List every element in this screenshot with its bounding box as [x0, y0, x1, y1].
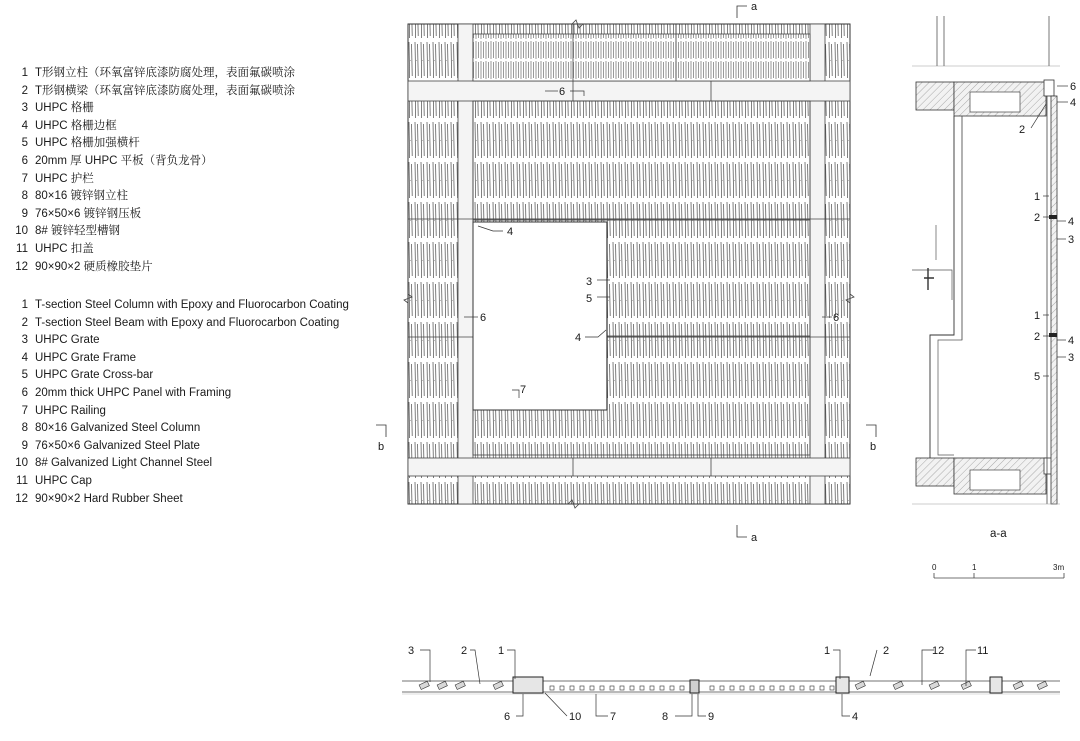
legend-en-item-number: 10	[15, 457, 28, 470]
scale-bar	[932, 563, 1064, 578]
plan-callout-p12: 12	[932, 645, 945, 657]
plan-bar	[570, 686, 574, 690]
plan-callout-p2b: 2	[883, 645, 890, 657]
legend-cn-item-text: 20mm 厚 UHPC 平板（背负龙骨）	[35, 154, 213, 167]
plan-bar	[650, 686, 654, 690]
plan-bar	[640, 686, 644, 690]
plan-callout-p9: 9	[708, 711, 715, 723]
legend-en-item-text: T-section Steel Beam with Epoxy and Fluorocarbon Coating	[35, 316, 340, 329]
plan-bar	[680, 686, 684, 690]
legend-cn-item-text: 76×50×6 镀锌钢压板	[35, 207, 142, 220]
plan-grate-blade	[493, 681, 503, 689]
legend-cn-item-number: 10	[15, 225, 28, 238]
legend-cn-item-text: 80×16 镀锌钢立柱	[35, 190, 128, 203]
plan-grate-blade	[855, 681, 865, 689]
callout-4-opening: 4	[507, 226, 514, 238]
legend-cn-item-text: UHPC 格栅	[35, 102, 94, 115]
plan-bar	[830, 686, 834, 690]
plan-bar	[710, 686, 714, 690]
section-callout-1-b: 1	[1034, 310, 1041, 322]
legend-en-item-number: 8	[21, 422, 28, 435]
plan-bar	[550, 686, 554, 690]
plan-bar	[740, 686, 744, 690]
legend-en-item-text: 80×16 Galvanized Steel Column	[35, 422, 201, 435]
legend-en-item-text: 90×90×2 Hard Rubber Sheet	[35, 492, 183, 505]
plan-bar	[610, 686, 614, 690]
plan-grate-blade	[437, 681, 447, 689]
plan-callout-p3: 3	[408, 645, 415, 657]
section-callout-2-top: 2	[1019, 124, 1026, 136]
scale-tick-0: 0	[932, 563, 937, 572]
plan-bar	[820, 686, 824, 690]
plan-callout-p2: 2	[461, 645, 468, 657]
legend-en-item-number: 4	[21, 351, 28, 364]
section-view	[912, 16, 1060, 504]
plan-bar	[790, 686, 794, 690]
plan-bar	[620, 686, 624, 690]
legend-cn-item-number: 7	[21, 172, 28, 185]
section-callout-2-b: 2	[1034, 331, 1041, 343]
plan-bar	[730, 686, 734, 690]
legend-en-item-number: 1	[21, 299, 28, 311]
legend-en-item-text: UHPC Grate	[35, 334, 100, 347]
callout-7: 7	[520, 384, 527, 396]
callout-6-right: 6	[833, 312, 840, 324]
elevation-view	[404, 20, 854, 508]
plan-bar	[720, 686, 724, 690]
legend-cn-item-text: UHPC 护栏	[35, 172, 94, 185]
plan-grate-blade	[929, 681, 939, 689]
legend-cn-item-number: 2	[21, 84, 28, 97]
legend-cn-item-text: UHPC 格栅加强横杆	[35, 137, 140, 150]
plan-grate-blade	[455, 681, 465, 689]
legend-cn-item-text: 90×90×2 硬质橡胶垫片	[35, 260, 153, 273]
legend-en-item-number: 9	[21, 439, 28, 452]
plan-bar	[660, 686, 664, 690]
callout-3: 3	[586, 276, 593, 288]
section-mark-b-left: b	[378, 441, 385, 453]
plan-grate-blade	[1037, 681, 1047, 689]
plan-bar	[670, 686, 674, 690]
plan-callout-p11: 11	[977, 645, 989, 657]
legend-cn-item-number: 1	[21, 67, 28, 79]
legend-cn-item-text: 8# 镀锌轻型槽钢	[35, 225, 120, 238]
section-callout-2-a: 2	[1034, 212, 1041, 224]
section-title: a-a	[990, 528, 1007, 540]
section-callout-4-b: 4	[1068, 335, 1075, 347]
legend-en-item-text: UHPC Cap	[35, 474, 92, 487]
legend-cn-item-number: 9	[21, 207, 28, 220]
legend-cn-item-text: T形钢横梁（环氧富锌底漆防腐处理，表面氟碳喷涂	[35, 84, 296, 97]
legend-en-item-text: UHPC Grate Frame	[35, 351, 136, 364]
callout-5: 5	[586, 293, 593, 305]
plan-bar	[810, 686, 814, 690]
legend-en-item-number: 5	[21, 369, 28, 382]
legend-en-item-number: 2	[21, 316, 28, 329]
section-mark-a-bottom: a	[751, 532, 758, 544]
legend-en-item-text: T-section Steel Column with Epoxy and Fluorocarbon Coating	[35, 299, 349, 311]
section-callout-5-b: 5	[1034, 371, 1041, 383]
plan-callout-p8: 8	[662, 711, 669, 723]
section-callout-3-b: 3	[1068, 352, 1075, 364]
grate-opening	[473, 222, 607, 410]
plan-bar	[760, 686, 764, 690]
legend-cn-item-number: 12	[15, 260, 28, 273]
legend-cn-item-number: 5	[21, 137, 28, 150]
legend-en-item-number: 7	[21, 404, 28, 417]
plan-bar	[580, 686, 584, 690]
section-mark-a-top: a	[751, 1, 758, 13]
section-callout-4-a: 4	[1068, 216, 1075, 228]
legend-en-item-text: UHPC Grate Cross-bar	[35, 369, 154, 382]
plan-bar	[600, 686, 604, 690]
legend-cn-item-number: 11	[16, 242, 28, 255]
legend-en-item-number: 12	[15, 492, 28, 505]
callout-6-left: 6	[480, 312, 487, 324]
plan-bar	[780, 686, 784, 690]
plan-callout-p6: 6	[504, 711, 511, 723]
plan-callout-p7: 7	[610, 711, 617, 723]
legend-en-item-text: 8# Galvanized Light Channel Steel	[35, 457, 213, 470]
plan-callout-p1: 1	[498, 645, 505, 657]
scale-tick-1: 1	[972, 563, 977, 572]
plan-grate-blade	[419, 681, 429, 689]
legend-cn-item-number: 3	[21, 102, 28, 115]
section-callout-4-top: 4	[1070, 97, 1077, 109]
plan-bar	[590, 686, 594, 690]
plan-bar	[800, 686, 804, 690]
section-mark-b-right: b	[870, 441, 877, 453]
legend-cn-item-number: 6	[21, 154, 28, 167]
plan-callout-p10: 10	[569, 711, 582, 723]
plan-callout-p1b: 1	[824, 645, 831, 657]
plan-grate-blade	[1013, 681, 1023, 689]
section-callout-3-a: 3	[1068, 234, 1075, 246]
plan-bar	[630, 686, 634, 690]
section-callout-1-a: 1	[1034, 191, 1041, 203]
legend-cn-item-text: T形钢立柱（环氧富锌底漆防腐处理，表面氟碳喷涂	[35, 67, 296, 79]
callout-4-right: 4	[575, 332, 582, 344]
legend-en-item-text: UHPC Railing	[35, 404, 106, 417]
plan-view	[402, 677, 1060, 694]
legend-cn-item-number: 4	[21, 119, 28, 132]
callout-6-top: 6	[559, 86, 566, 98]
legend-en-item-number: 6	[21, 386, 28, 399]
plan-callout-p4: 4	[852, 711, 859, 723]
legend-cn-item-text: UHPC 扣盖	[35, 242, 94, 255]
section-callout-6: 6	[1070, 81, 1077, 93]
legend-en-item-number: 11	[16, 474, 28, 487]
plan-grate-blade	[893, 681, 903, 689]
plan-bar	[750, 686, 754, 690]
legend-cn-item-text: UHPC 格栅边框	[35, 119, 117, 132]
plan-bar	[560, 686, 564, 690]
legend-cn-item-number: 8	[21, 190, 28, 203]
legend-en-item-text: 76×50×6 Galvanized Steel Plate	[35, 439, 200, 452]
plan-bar	[770, 686, 774, 690]
legend-en-item-number: 3	[21, 334, 28, 347]
legend-en-item-text: 20mm thick UHPC Panel with Framing	[35, 386, 232, 399]
scale-tick-3m: 3m	[1053, 563, 1065, 572]
